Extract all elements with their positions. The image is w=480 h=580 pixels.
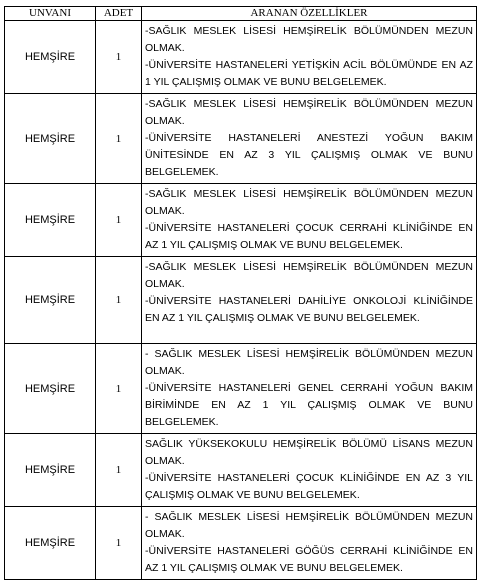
unvan-cell: HEMŞİRE	[5, 94, 96, 184]
requirement-experience: -ÜNİVERSİTE HASTANELERİ ÇOCUK CERRAHİ KLİNİĞİNDE EN AZ 1 YIL ÇALIŞMIŞ OLMAK VE BUNU BELGELEMEK.	[145, 222, 473, 251]
header-unvan: UNVANI	[5, 7, 96, 21]
document-page	[4, 6, 477, 580]
unvan-cell: HEMŞİRE	[5, 184, 96, 257]
requirement-education: SAĞLIK YÜKSEKOKULU HEMŞİRELİK BÖLÜMÜ LİSANS MEZUN OLMAK.	[145, 438, 473, 467]
header-adet: ADET	[96, 7, 142, 21]
unvan-cell: HEMŞİRE	[5, 21, 96, 94]
requirements-cell	[142, 94, 477, 184]
requirements-cell	[142, 184, 477, 257]
header-aranan-ozellikler: ARANAN ÖZELLİKLER	[142, 7, 477, 21]
requirements-cell	[142, 434, 477, 507]
adet-cell: 1	[96, 184, 142, 257]
job-requirements-table	[4, 6, 477, 580]
requirement-experience: -ÜNİVERSİTE HASTANELERİ ÇOCUK KLİNİĞİNDE EN AZ 3 YIL ÇALIŞMIŞ OLMAK VE BUNU BELGELEMEK.	[145, 472, 473, 501]
table-row	[5, 184, 477, 257]
table-row	[5, 257, 477, 344]
requirements-cell	[142, 507, 477, 580]
requirements-cell	[142, 21, 477, 94]
unvan-cell: HEMŞİRE	[5, 507, 96, 580]
unvan-cell: HEMŞİRE	[5, 344, 96, 434]
adet-cell: 1	[96, 344, 142, 434]
adet-cell: 1	[96, 507, 142, 580]
requirement-education: -SAĞLIK MESLEK LİSESİ HEMŞİRELİK BÖLÜMÜNDEN MEZUN OLMAK.	[145, 261, 473, 290]
adet-cell: 1	[96, 434, 142, 507]
requirement-experience: -ÜNİVERSİTE HASTANELERİ GENEL CERRAHİ YOĞUN BAKIM BİRİMİNDE EN AZ 1 YIL ÇALIŞMIŞ OLMAK VE BUNU BELGELEMEK.	[145, 382, 473, 428]
requirement-experience: -ÜNİVERSİTE HASTANELERİ DAHİLİYE ONKOLOJİ KLİNİĞİNDE EN AZ 1 YIL ÇALIŞMIŞ OLMAK VE BUNU BELGELEMEK.	[145, 295, 473, 324]
requirement-education: -SAĞLIK MESLEK LİSESİ HEMŞİRELİK BÖLÜMÜNDEN MEZUN OLMAK.	[145, 98, 473, 127]
table-row	[5, 94, 477, 184]
table-row	[5, 344, 477, 434]
requirement-experience: -ÜNİVERSİTE HASTANELERİ ANESTEZİ YOĞUN BAKIM ÜNİTESİNDE EN AZ 3 YIL ÇALIŞMIŞ OLMAK VE BUNU BELGELEMEK.	[145, 132, 473, 178]
requirements-cell	[142, 257, 477, 344]
unvan-cell: HEMŞİRE	[5, 434, 96, 507]
table-row	[5, 507, 477, 580]
requirement-education: - SAĞLIK MESLEK LİSESİ HEMŞİRELİK BÖLÜMÜNDEN MEZUN OLMAK.	[145, 511, 473, 540]
requirement-experience: -ÜNİVERSİTE HASTANELERİ YETİŞKİN ACİL BÖLÜMÜNDE EN AZ 1 YIL ÇALIŞMIŞ OLMAK VE BUNU BELGELEMEK.	[145, 59, 473, 88]
requirement-education: - SAĞLIK MESLEK LİSESİ HEMŞİRELİK BÖLÜMÜNDEN MEZUN OLMAK.	[145, 348, 473, 377]
unvan-cell: HEMŞİRE	[5, 257, 96, 344]
requirement-education: -SAĞLIK MESLEK LİSESİ HEMŞİRELİK BÖLÜMÜNDEN MEZUN OLMAK.	[145, 188, 473, 217]
table-row	[5, 21, 477, 94]
requirement-education: -SAĞLIK MESLEK LİSESİ HEMŞİRELİK BÖLÜMÜNDEN MEZUN OLMAK.	[145, 25, 473, 54]
adet-cell: 1	[96, 21, 142, 94]
adet-cell: 1	[96, 94, 142, 184]
table-row	[5, 434, 477, 507]
requirement-experience: -ÜNİVERSİTE HASTANELERİ GÖĞÜS CERRAHİ KLİNİĞİNDE EN AZ 1 YIL ÇALIŞMIŞ OLMAK VE BUNU BELGELEMEK.	[145, 545, 473, 574]
adet-cell: 1	[96, 257, 142, 344]
requirements-cell	[142, 344, 477, 434]
table-header-row	[5, 7, 477, 21]
